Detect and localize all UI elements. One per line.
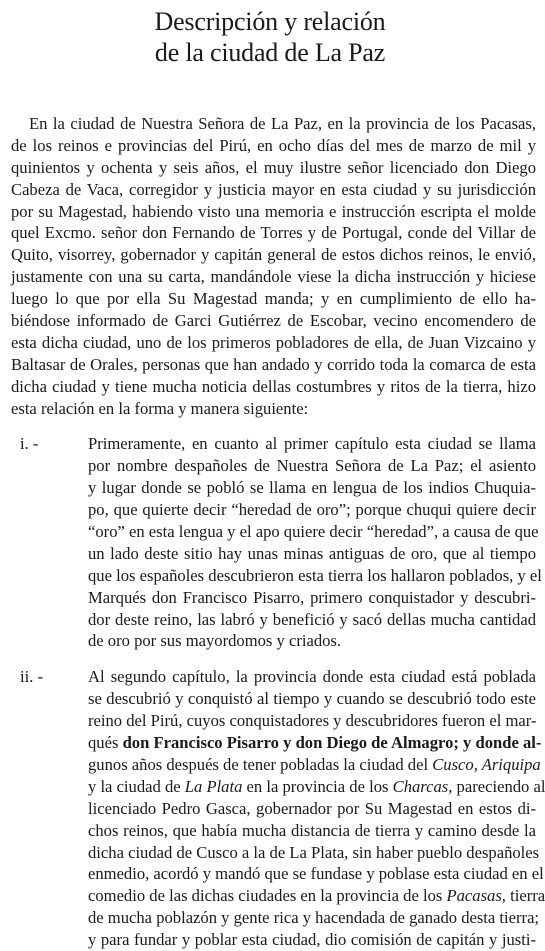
text-run: en la provincia de los (242, 776, 393, 796)
italic-place-name: La Plata (184, 776, 243, 796)
text-line: de los reinos e provincias del Pirú, en ocho días del mes de marzo de mil y (11, 135, 536, 155)
item-number: ii. - (20, 667, 44, 687)
title-line-1: Descripción y relación (154, 7, 386, 36)
text-line: justamente con una su carta, mandándole viese la dicha instrucción y hiciese (11, 267, 536, 287)
text-line: Quito, visorrey, gobernador y capitán general de estos dichos reinos, le envió, (11, 245, 536, 265)
text-line: po, que quierte decir “heredad de oro”; porque chuqui quiere decir (88, 500, 536, 520)
text-line: dor deste reino, las labró y benefició y sacó dellas mucha cantidad (88, 609, 536, 629)
text-line: de mucha poblazón y gente rica y hacendada de ganado desta tierra; (88, 908, 540, 928)
text-run: qués (88, 733, 123, 753)
document-body (11, 113, 545, 951)
text-run: comedio de las dichas ciudades en la provincia de los (88, 886, 447, 906)
text-line: de oro por sus mayordomos y criados. (88, 631, 342, 651)
title-line-2: de la ciudad de La Paz (154, 38, 386, 67)
text-line: Marqués don Francisco Pisarro, primero conquistador y descubri- (88, 587, 536, 607)
text-line: “oro” en esta lengua y el apo quiere decir “heredad”, a causa de que (88, 522, 539, 542)
text-line: Primeramente, en cuanto al primer capítulo esta ciudad se llama (88, 434, 536, 454)
text-line: por su Magestad, habiendo visto una memoria e instrucción escripta el molde (11, 201, 536, 221)
text-line: dicha ciudad de Cusco a la de La Plata, sin haber pueblo despañoles (88, 842, 540, 862)
text-run: tierra (505, 886, 545, 906)
text-line (88, 732, 542, 754)
bold-text-run: don Francisco Pisarro y don Diego de Almagro; y donde al- (122, 733, 542, 753)
text-line (88, 754, 541, 776)
text-line: biéndose informado de Garci Gutiérrez de Escobar, vecino encomendero de (11, 311, 536, 331)
intro-paragraph (11, 113, 536, 419)
text-line: un lado deste sitio hay unas minas antiguas de oro, que al tiempo (88, 543, 536, 563)
text-line: reino del Pirú, cuyos conquistadores y descubridores fueron el mar- (88, 711, 537, 731)
list-item-1 (11, 433, 542, 652)
text-line: se descubrió y conquistó al tiempo y cuando se descubrió todo este (88, 689, 536, 709)
text-line: Cabeza de Vaca, corregidor y justicia mayor en esta ciudad y su jurisdicción (11, 179, 536, 199)
text-line (88, 776, 545, 798)
text-line: Al segundo capítulo, la provincia donde esta ciudad está poblada (88, 667, 536, 687)
text-line: enmedio, acordó y mandó que se fundase y poblase esta ciudad en el (88, 864, 544, 884)
text-line: dicha ciudad y tiene mucha noticia dellas costumbres y ritos de la tierra, hizo (11, 376, 536, 396)
text-line: luego lo que por ella Su Magestad manda; y en cumplimiento de ello ha- (11, 289, 536, 309)
italic-place-name: Pacasas, (446, 886, 506, 906)
text-run: gunos años después de tener pobladas la ciudad del (88, 754, 433, 774)
text-line: quinientos y ochenta y seis años, el muy ilustre señor licenciado don Diego (11, 157, 536, 177)
text-line: licenciado Pedro Gasca, gobernador por Su Magestad en estos di- (88, 798, 536, 818)
text-run: y la ciudad de (88, 776, 185, 796)
item-number: i. - (20, 434, 39, 454)
italic-place-name: Cusco, Ariquipa (432, 754, 541, 774)
text-line (88, 885, 545, 907)
text-line: En la ciudad de Nuestra Señora de La Paz, en la provincia de los Pacasas, (29, 114, 536, 133)
text-line: y lugar donde se pobló se llama en lengua de los indios Chuquia- (88, 478, 536, 498)
text-line: esta relación en la forma y manera siguiente: (11, 398, 309, 418)
text-line: quel Excmo. señor don Fernando de Torres y de Portugal, conde del Villar de (11, 223, 536, 243)
list-item-2 (11, 666, 545, 951)
text-line: por nombre despañoles de Nuestra Señora de La Paz; el asiento (88, 456, 536, 476)
text-line: Baltasar de Orales, personas que han andado y corrido toda la comarca de esta (11, 354, 536, 374)
text-line: que los españoles descubrieron esta tierra los hallaron poblados, y el (88, 565, 542, 585)
text-line: y para fundar y poblar esta ciudad, dio comisión de capitán y justi- (88, 930, 536, 950)
italic-place-name: Charcas, (392, 776, 453, 796)
text-run: pareciendo al (452, 776, 545, 796)
page-title (0, 6, 540, 68)
text-line: chos reinos, que había mucha distancia de tierra y camino desde la (88, 820, 536, 840)
text-line: esta dicha ciudad, uno de los primeros pobladores de ella, de Juan Vizcaino y (11, 332, 536, 352)
